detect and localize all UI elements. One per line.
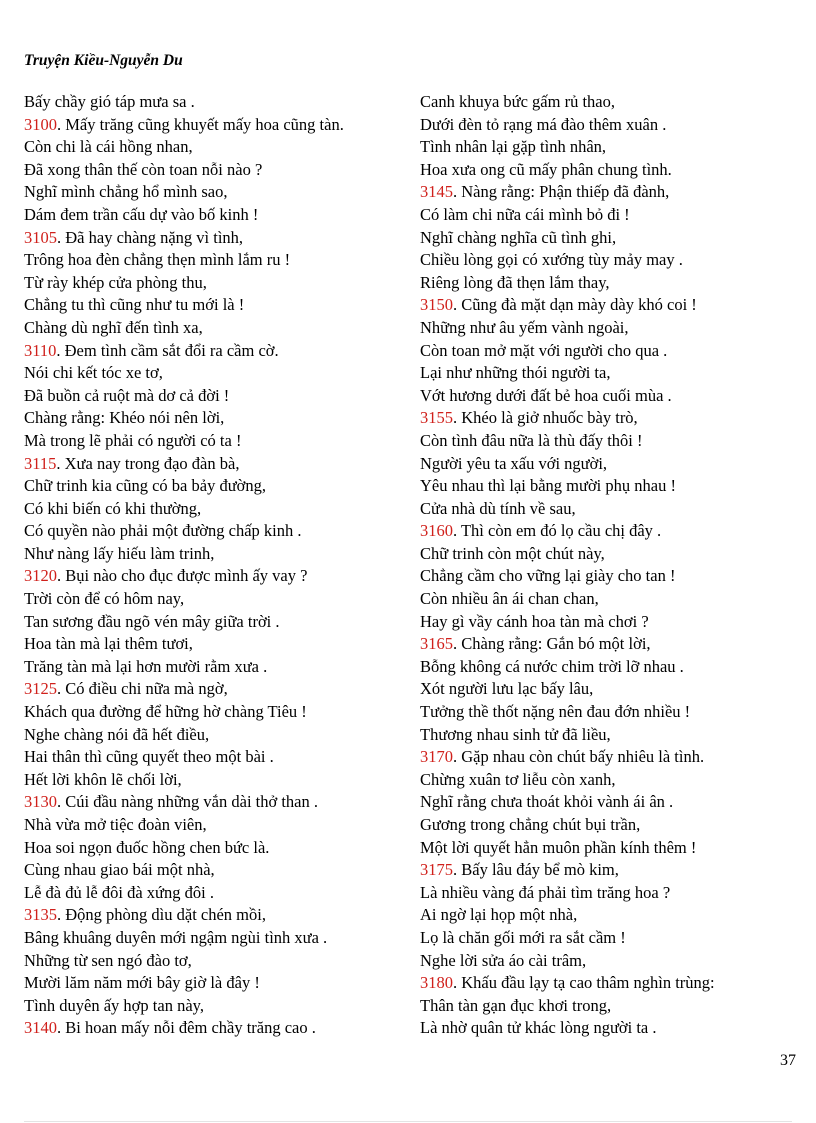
poem-line <box>24 181 404 204</box>
poem-line <box>420 950 800 973</box>
verse-text: Nghĩ rằng chưa thoát khỏi vành ái ân . <box>420 792 674 812</box>
verse-text: . Chàng rằng: Gắn bó một lời, <box>453 634 651 654</box>
page-header: Truyện Kiều-Nguyễn Du <box>24 52 183 69</box>
poem-line <box>24 294 404 317</box>
verse-text: Bấy chầy gió táp mưa sa . <box>24 92 195 111</box>
verse-text: Lễ đà đủ lễ đôi đà xứng đôi . <box>24 882 214 902</box>
poem-line <box>420 91 800 114</box>
poem-line <box>24 588 404 611</box>
verse-number: 3165 <box>420 634 453 654</box>
verse-text: Xót người lưu lạc bấy lâu, <box>420 679 594 699</box>
verse-text: Tan sương đầu ngõ vén mây giữa trời . <box>24 611 280 631</box>
verse-text: Trời còn để có hôm nay, <box>24 589 185 609</box>
verse-text: . Xưa nay trong đạo đàn bà, <box>56 453 240 473</box>
verse-text: Chữ trinh kia cũng có ba bảy đường, <box>24 476 266 496</box>
poem-line <box>420 159 800 182</box>
verse-text: Chàng rằng: Khéo nói nên lời, <box>24 408 225 428</box>
poem-line <box>420 543 800 566</box>
verse-text: Nói chi kết tóc xe tơ, <box>24 363 163 383</box>
poem-line <box>24 814 404 837</box>
verse-text: Cùng nhau giao bái một nhà, <box>24 860 215 880</box>
poem-line <box>24 1017 404 1040</box>
poem-line <box>420 1017 800 1040</box>
poem-line <box>420 520 800 543</box>
poem-line <box>420 407 800 430</box>
poem-line <box>420 385 800 408</box>
verse-number: 3180 <box>420 973 453 993</box>
verse-text: Còn tình đâu nữa là thù đấy thôi ! <box>420 430 643 450</box>
poem-line <box>420 317 800 340</box>
verse-text: Đã xong thân thế còn toan nỗi nào ? <box>24 159 263 179</box>
poem-line <box>420 927 800 950</box>
verse-text: . Khéo là giở nhuốc bày trò, <box>453 408 638 428</box>
poem-line <box>420 724 800 747</box>
poem-line <box>24 701 404 724</box>
verse-text: . Có điều chi nữa mà ngờ, <box>57 679 228 699</box>
verse-text: Hai thân thì cũng quyết theo một bài . <box>24 747 274 767</box>
verse-number: 3140 <box>24 1018 57 1038</box>
verse-text: Một lời quyết hẳn muôn phần kính thêm ! <box>420 837 697 857</box>
poem-line <box>24 950 404 973</box>
verse-text: . Cũng đà mặt dạn mày dày khó coi ! <box>453 295 697 315</box>
poem-line <box>24 882 404 905</box>
poem-line <box>24 565 404 588</box>
verse-text: Dưới đèn tỏ rạng má đào thêm xuân . <box>420 114 667 134</box>
poem-line <box>420 837 800 860</box>
verse-text: Còn nhiều ân ái chan chan, <box>420 589 599 609</box>
poem-line <box>24 611 404 634</box>
poem-line <box>24 904 404 927</box>
verse-text: . Đã hay chàng nặng vì tình, <box>57 227 244 247</box>
poem-line <box>24 678 404 701</box>
poem-line <box>420 204 800 227</box>
verse-number: 3150 <box>420 295 453 315</box>
poem-line <box>24 204 404 227</box>
poem-line <box>24 927 404 950</box>
verse-text: Có khi biến có khi thường, <box>24 498 202 518</box>
poem-line <box>420 656 800 679</box>
verse-text: Hoa tàn mà lại thêm tươi, <box>24 634 193 654</box>
poem-line <box>24 430 404 453</box>
verse-text: Chẳng tu thì cũng như tu mới là ! <box>24 295 245 315</box>
poem-line <box>420 430 800 453</box>
verse-number: 3145 <box>420 182 453 202</box>
verse-number: 3155 <box>420 408 453 428</box>
verse-text: Đã buồn cả ruột mà dơ cả đời ! <box>24 385 230 405</box>
poem-line <box>420 272 800 295</box>
verse-text: Thương nhau sinh tử đã liều, <box>420 724 611 744</box>
verse-text: . Bấy lâu đáy bể mò kim, <box>453 860 619 880</box>
verse-number: 3130 <box>24 792 57 812</box>
poem-line <box>24 272 404 295</box>
verse-text: . Đem tình cầm sắt đổi ra cầm cờ. <box>56 340 279 360</box>
poem-line <box>420 678 800 701</box>
poem-line <box>420 882 800 905</box>
verse-text: . Mấy trăng cũng khuyết mấy hoa cũng tàn. <box>57 114 344 134</box>
verse-text: Canh khuya bức gấm rủ thao, <box>420 92 615 111</box>
poem-line <box>24 114 404 137</box>
poem-line <box>420 904 800 927</box>
poem-line <box>420 294 800 317</box>
verse-text: Tưởng thề thốt nặng nên đau đớn nhiều ! <box>420 702 691 722</box>
verse-text: Lọ là chăn gối mới ra sắt cầm ! <box>420 927 626 947</box>
poem-column-right <box>420 91 800 1040</box>
poem-line <box>24 249 404 272</box>
poem-line <box>420 633 800 656</box>
verse-text: . Bụi nào cho đục được mình ấy vay ? <box>57 566 308 586</box>
poem-line <box>420 701 800 724</box>
poem-line <box>420 114 800 137</box>
poem-line <box>420 136 800 159</box>
verse-text: Chẳng cầm cho vững lại giày cho tan ! <box>420 566 676 586</box>
verse-text: Chừng xuân tơ liễu còn xanh, <box>420 769 616 789</box>
verse-text: Nghe chàng nói đã hết điều, <box>24 724 210 744</box>
verse-text: Còn chi là cái hồng nhan, <box>24 137 193 157</box>
verse-text: Lại như những thói người ta, <box>420 363 611 383</box>
poem-line <box>24 362 404 385</box>
verse-text: Nghĩ mình chẳng hổ mình sao, <box>24 182 228 202</box>
poem-line <box>420 498 800 521</box>
verse-text: Nhà vừa mở tiệc đoàn viên, <box>24 815 207 834</box>
poem-line <box>420 181 800 204</box>
poem-line <box>24 724 404 747</box>
verse-text: Gương trong chẳng chút bụi trần, <box>420 815 641 834</box>
verse-text: Khách qua đường để hững hờ chàng Tiêu ! <box>24 702 307 722</box>
verse-text: . Cúi đầu nàng những vắn dài thở than . <box>57 792 319 812</box>
verse-text: Những như âu yếm vành ngoài, <box>420 317 629 337</box>
verse-text: Bỗng không cá nước chim trời lỡ nhau . <box>420 656 684 676</box>
verse-text: Hoa xưa ong cũ mấy phân chung tình. <box>420 159 672 179</box>
poem-line <box>24 407 404 430</box>
verse-text: Ai ngờ lại họp một nhà, <box>420 905 578 925</box>
poem-line <box>24 791 404 814</box>
verse-text: . Nàng rằng: Phận thiếp đã đành, <box>453 182 670 202</box>
poem-line <box>420 227 800 250</box>
poem-line <box>24 159 404 182</box>
poem-line <box>24 136 404 159</box>
verse-number: 3105 <box>24 227 57 247</box>
poem-line <box>24 837 404 860</box>
verse-text: Dám đem trần cấu dự vào bố kinh ! <box>24 204 259 224</box>
verse-text: Nghe lời sửa áo cài trâm, <box>420 950 587 970</box>
verse-text: Hoa soi ngọn đuốc hồng chen bức là. <box>24 837 270 857</box>
verse-text: Vớt hương dưới đất bẻ hoa cuối mùa . <box>420 385 672 405</box>
verse-text: Có làm chi nữa cái mình bỏ đi ! <box>420 204 630 224</box>
verse-text: Tình duyên ấy hợp tan này, <box>24 995 204 1015</box>
poem-line <box>24 995 404 1018</box>
verse-text: Chàng dù nghĩ đến tình xa, <box>24 317 203 337</box>
verse-text: Những từ sen ngó đào tơ, <box>24 950 192 970</box>
poem-line <box>24 498 404 521</box>
poem-line <box>24 385 404 408</box>
poem-line <box>24 972 404 995</box>
verse-text: Cửa nhà dù tính về sau, <box>420 498 576 518</box>
poem-line <box>420 769 800 792</box>
verse-text: Từ rày khép cửa phòng thu, <box>24 272 207 292</box>
poem-line <box>420 859 800 882</box>
verse-text: Trông hoa đèn chẳng thẹn mình lắm ru ! <box>24 250 291 270</box>
verse-text: Trăng tàn mà lại hơn mười rằm xưa . <box>24 656 268 676</box>
verse-text: . Gặp nhau còn chút bấy nhiêu là tình. <box>453 747 705 767</box>
poem-line <box>420 453 800 476</box>
verse-text: Thân tàn gạn đục khơi trong, <box>420 995 612 1015</box>
verse-text: Như nàng lấy hiếu làm trinh, <box>24 543 215 563</box>
verse-text: Bâng khuâng duyên mới ngậm ngùi tình xưa . <box>24 927 328 947</box>
verse-text: Có quyền nào phải một đường chấp kinh . <box>24 521 302 541</box>
poem-line <box>420 475 800 498</box>
verse-text: Người yêu ta xấu với người, <box>420 453 608 473</box>
poem-line <box>24 475 404 498</box>
poem-line <box>420 791 800 814</box>
poem-line <box>24 746 404 769</box>
verse-text: Tình nhân lại gặp tình nhân, <box>420 137 607 157</box>
poem-line <box>420 995 800 1018</box>
verse-text: Là nhiều vàng đá phải tìm trăng hoa ? <box>420 882 671 902</box>
poem-line <box>420 611 800 634</box>
poem-line <box>420 362 800 385</box>
poem-line <box>420 340 800 363</box>
poem-line <box>24 633 404 656</box>
poem-line <box>24 520 404 543</box>
poem-line <box>24 543 404 566</box>
verse-number: 3135 <box>24 905 57 925</box>
poem-line <box>24 859 404 882</box>
poem-line <box>420 746 800 769</box>
verse-number: 3175 <box>420 860 453 880</box>
verse-number: 3110 <box>24 340 57 360</box>
verse-text: Còn toan mở mặt với người cho qua . <box>420 340 668 360</box>
page-number: 37 <box>780 1052 796 1069</box>
verse-text: Là nhờ quân tử khác lòng người ta . <box>420 1018 657 1038</box>
verse-number: 3100 <box>24 114 57 134</box>
poem-line <box>420 972 800 995</box>
poem-column-left <box>24 91 404 1040</box>
verse-text: . Thì còn em đó lọ cầu chị đây . <box>453 521 662 541</box>
verse-text: Yêu nhau thì lại bằng mười phụ nhau ! <box>420 476 676 496</box>
verse-text: . Bi hoan mấy nỗi đêm chầy trăng cao . <box>57 1018 316 1038</box>
poem-line <box>24 340 404 363</box>
verse-text: Nghĩ chàng nghĩa cũ tình ghi, <box>420 227 617 247</box>
poem-line <box>24 317 404 340</box>
poem-line <box>420 565 800 588</box>
verse-text: . Khấu đầu lạy tạ cao thâm nghìn trùng: <box>453 973 715 993</box>
poem-line <box>24 656 404 679</box>
verse-text: Chiều lòng gọi có xướng tùy mảy may . <box>420 250 683 270</box>
verse-number: 3160 <box>420 521 453 541</box>
verse-number: 3115 <box>24 453 57 473</box>
verse-text: Mà trong lẽ phải có người có ta ! <box>24 430 242 450</box>
poem-line <box>24 91 404 114</box>
verse-text: Chữ trinh còn một chút này, <box>420 543 605 563</box>
verse-text: Hết lời khôn lẽ chối lời, <box>24 769 182 789</box>
verse-number: 3125 <box>24 679 57 699</box>
verse-number: 3120 <box>24 566 57 586</box>
poem-line <box>420 249 800 272</box>
poem-line <box>420 814 800 837</box>
poem-line <box>24 453 404 476</box>
verse-number: 3170 <box>420 747 453 767</box>
page-bottom-divider <box>24 1121 792 1122</box>
verse-text: Riêng lòng đã thẹn lắm thay, <box>420 272 610 292</box>
verse-text: Mười lăm năm mới bây giờ là đây ! <box>24 973 260 993</box>
poem-line <box>420 588 800 611</box>
poem-line <box>24 227 404 250</box>
poem-line <box>24 769 404 792</box>
verse-text: . Động phòng dìu dặt chén mồi, <box>57 905 266 925</box>
verse-text: Hay gì vầy cánh hoa tàn mà chơi ? <box>420 611 649 631</box>
